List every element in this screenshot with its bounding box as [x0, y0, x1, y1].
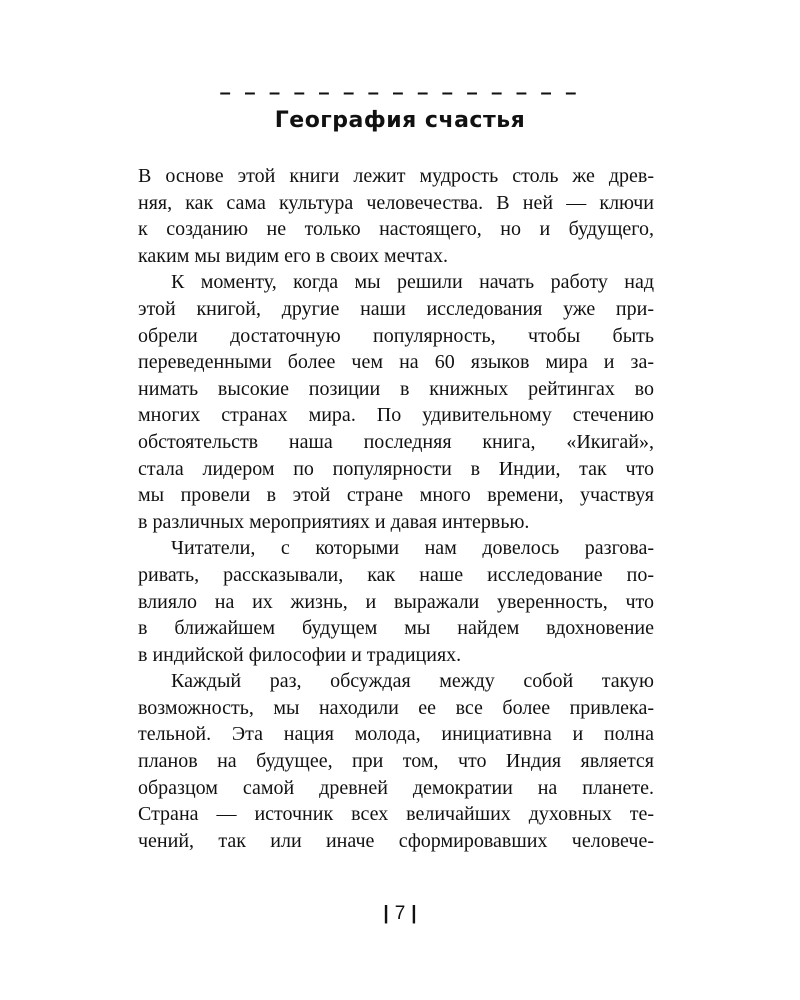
chapter-title: География счастья	[274, 108, 526, 133]
text-line: этой книгой, другие наши исследования уже при-	[138, 297, 654, 320]
text-line: Страна — источник всех величайших духовных те-	[138, 803, 654, 826]
page-number: 7	[394, 903, 406, 924]
text-line: многих странах мира. По удивительному стечению	[138, 404, 654, 427]
text-line: Каждый раз, обсуждая между собой такую	[171, 670, 654, 693]
text-line: влияло на их жизнь, и выражали уверенность, что	[138, 590, 654, 613]
page-number-bar-right: |	[411, 903, 417, 924]
text-line: в индийской философии и традициях.	[138, 643, 462, 666]
text-line: чений, так или иначе сформировавших человече-	[138, 829, 654, 852]
text-line: планов на будущее, при том, что Индия является	[138, 750, 654, 773]
text-line: образцом самой древней демократии на планете.	[138, 776, 654, 799]
text-line: переведенными более чем на 60 языков мира и за-	[138, 351, 654, 374]
text-line: стала лидером по популярности в Индии, так что	[138, 457, 654, 480]
text-line: в различных мероприятиях и давая интервью.	[138, 510, 530, 533]
decorative-rule: – – – – – – – – – – – – – – –	[219, 82, 581, 104]
text-line: тельной. Эта нация молода, инициативна и полна	[138, 723, 654, 746]
text-line: нимать высокие позиции в книжных рейтингах во	[138, 377, 654, 400]
page-number-footer	[0, 903, 800, 925]
text-line: няя, как сама культура человечества. В ней — ключи	[138, 191, 654, 214]
text-line: ривать, рассказывали, как наше исследование по-	[138, 563, 654, 586]
body-text	[138, 163, 654, 854]
text-line: в ближайшем будущем мы найдем вдохновение	[138, 617, 654, 640]
text-line: каким мы видим его в своих мечтах.	[138, 244, 449, 267]
text-line: Читатели, с которыми нам довелось разгова-	[171, 537, 654, 560]
text-line: обрели достаточную популярность, чтобы быть	[138, 324, 654, 347]
text-line: возможность, мы находили ее все более привлека-	[138, 696, 654, 719]
text-line: К моменту, когда мы решили начать работу над	[171, 271, 654, 294]
text-line: к созданию не только настоящего, но и будущего,	[138, 218, 654, 241]
text-line: обстоятельств наша последняя книга, «Икигай»,	[138, 430, 654, 453]
text-line: мы провели в этой стране много времени, участвуя	[138, 484, 654, 507]
text-line: В основе этой книги лежит мудрость столь же древ-	[138, 165, 654, 187]
page-number-bar-left: |	[383, 903, 389, 924]
